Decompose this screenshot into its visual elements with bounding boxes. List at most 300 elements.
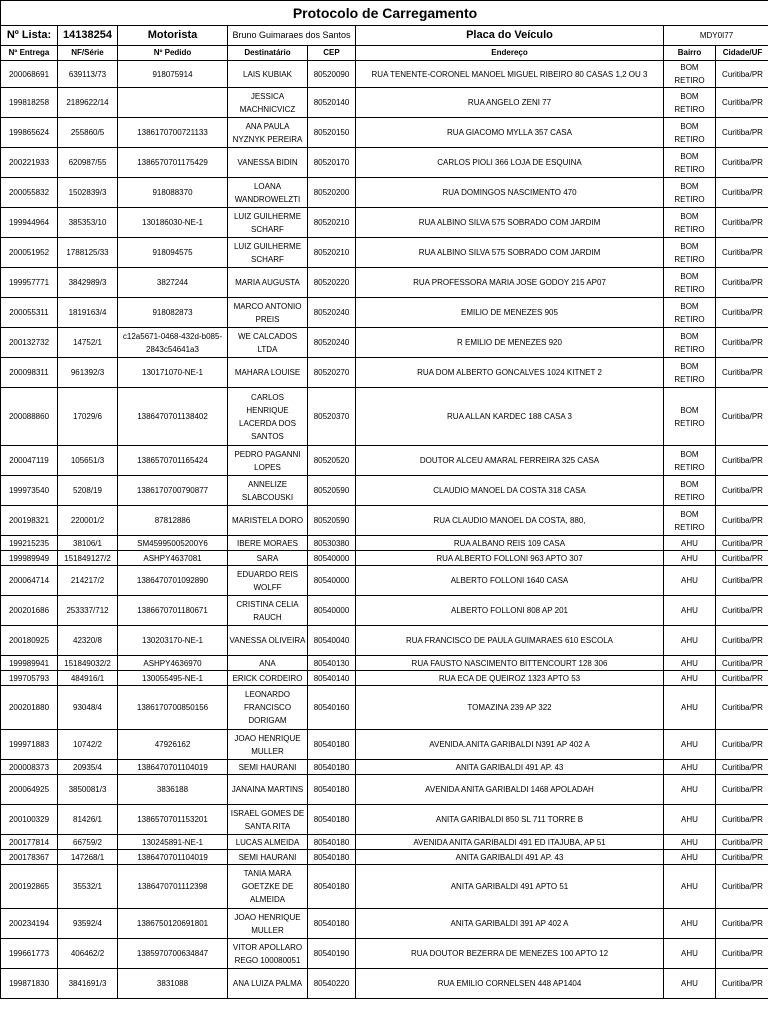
cep-cell: 80540220: [308, 969, 356, 999]
destinatario-cell: LUIZ GUILHERME SCHARF: [228, 238, 308, 268]
cep-cell: 80540180: [308, 865, 356, 909]
cep-cell: 80540140: [308, 671, 356, 686]
bairro-cell: BOM RETIRO: [664, 476, 716, 506]
table-row: [1, 805, 768, 835]
nf-cell: 620987/55: [58, 148, 118, 178]
cidade-cell: Curitiba/PR: [716, 626, 768, 656]
table-row: [1, 939, 768, 969]
cidade-cell: Curitiba/PR: [716, 865, 768, 909]
destinatario-cell: LOANA WANDROWELZTI: [228, 178, 308, 208]
cidade-cell: Curitiba/PR: [716, 476, 768, 506]
destinatario-cell: VANESSA OLIVEIRA: [228, 626, 308, 656]
table-row: [1, 775, 768, 805]
pedido-cell: 3827244: [118, 268, 228, 298]
entrega-cell: 200055832: [1, 178, 58, 208]
destinatario-cell: JANAINA MARTINS: [228, 775, 308, 805]
entrega-cell: 200098311: [1, 358, 58, 388]
cidade-cell: Curitiba/PR: [716, 835, 768, 850]
table-row: [1, 835, 768, 850]
endereco-cell: RUA DOUTOR BEZERRA DE MENEZES 100 APTO 12: [356, 939, 664, 969]
table-row: [1, 238, 768, 268]
destinatario-cell: MARISTELA DORO: [228, 506, 308, 536]
pedido-cell: 130055495-NE-1: [118, 671, 228, 686]
destinatario-cell: ISRAEL GOMES DE SANTA RITA: [228, 805, 308, 835]
bairro-cell: BOM RETIRO: [664, 118, 716, 148]
cidade-cell: Curitiba/PR: [716, 551, 768, 566]
entrega-cell: 200100329: [1, 805, 58, 835]
cep-cell: 80520170: [308, 148, 356, 178]
entrega-cell: 199989949: [1, 551, 58, 566]
cidade-cell: Curitiba/PR: [716, 671, 768, 686]
entrega-cell: 200192865: [1, 865, 58, 909]
cep-cell: 80520090: [308, 61, 356, 88]
table-row: [1, 208, 768, 238]
destinatario-cell: LUCAS ALMEIDA: [228, 835, 308, 850]
nf-cell: 17029/6: [58, 388, 118, 446]
pedido-cell: 47926162: [118, 730, 228, 760]
destinatario-cell: VANESSA BIDIN: [228, 148, 308, 178]
bairro-cell: AHU: [664, 566, 716, 596]
table-row: [1, 536, 768, 551]
entrega-cell: 199971883: [1, 730, 58, 760]
table-row: [1, 268, 768, 298]
cep-cell: 80540180: [308, 909, 356, 939]
destinatario-cell: LUIZ GUILHERME SCHARF: [228, 208, 308, 238]
destinatario-cell: WE CALCADOS LTDA: [228, 328, 308, 358]
cidade-cell: Curitiba/PR: [716, 118, 768, 148]
bairro-cell: AHU: [664, 805, 716, 835]
endereco-cell: RUA ECA DE QUEIROZ 1323 APTO 53: [356, 671, 664, 686]
table-row: [1, 551, 768, 566]
cidade-cell: Curitiba/PR: [716, 805, 768, 835]
endereco-cell: RUA FRANCISCO DE PAULA GUIMARAES 610 ESCOLA: [356, 626, 664, 656]
bairro-cell: BOM RETIRO: [664, 61, 716, 88]
bairro-cell: BOM RETIRO: [664, 446, 716, 476]
entrega-cell: 200055311: [1, 298, 58, 328]
nf-cell: 20935/4: [58, 760, 118, 775]
destinatario-cell: ERICK CORDEIRO: [228, 671, 308, 686]
table-row: [1, 969, 768, 999]
entrega-cell: 199944964: [1, 208, 58, 238]
endereco-cell: RUA ANGELO ZENI 77: [356, 88, 664, 118]
entrega-cell: 200008373: [1, 760, 58, 775]
column-header: Cidade/UF: [716, 46, 768, 61]
nf-cell: 14752/1: [58, 328, 118, 358]
column-header: Nº Pedido: [118, 46, 228, 61]
entrega-cell: 200177814: [1, 835, 58, 850]
bairro-cell: BOM RETIRO: [664, 88, 716, 118]
entrega-cell: 200132732: [1, 328, 58, 358]
column-header: Nº Entrega: [1, 46, 58, 61]
entrega-cell: 200047119: [1, 446, 58, 476]
nf-cell: 5208/19: [58, 476, 118, 506]
pedido-cell: 918075914: [118, 61, 228, 88]
destinatario-cell: MARCO ANTONIO PREIS: [228, 298, 308, 328]
column-header: CEP: [308, 46, 356, 61]
pedido-cell: c12a5671-0468-432d-b085-2843c54641a3: [118, 328, 228, 358]
destinatario-cell: EDUARDO REIS WOLFF: [228, 566, 308, 596]
pedido-cell: 87812886: [118, 506, 228, 536]
table-row: [1, 388, 768, 446]
nf-cell: 220001/2: [58, 506, 118, 536]
cep-cell: 80540180: [308, 850, 356, 865]
nf-cell: 253337/712: [58, 596, 118, 626]
table-row: [1, 626, 768, 656]
destinatario-cell: SARA: [228, 551, 308, 566]
column-header-row: [1, 46, 768, 61]
destinatario-cell: LAIS KUBIAK: [228, 61, 308, 88]
nf-cell: 105651/3: [58, 446, 118, 476]
cidade-cell: Curitiba/PR: [716, 730, 768, 760]
cidade-cell: Curitiba/PR: [716, 506, 768, 536]
entrega-cell: 199705793: [1, 671, 58, 686]
nf-cell: 385353/10: [58, 208, 118, 238]
nf-cell: 1819163/4: [58, 298, 118, 328]
endereco-cell: AVENIDA.ANITA GARIBALDI N391 AP 402 A: [356, 730, 664, 760]
bairro-cell: BOM RETIRO: [664, 298, 716, 328]
bairro-cell: BOM RETIRO: [664, 178, 716, 208]
entrega-cell: 200064925: [1, 775, 58, 805]
cep-cell: 80520210: [308, 238, 356, 268]
placa-value: MDY0I77: [664, 26, 768, 46]
entrega-cell: 199818258: [1, 88, 58, 118]
endereco-cell: RUA CLAUDIO MANOEL DA COSTA, 880,: [356, 506, 664, 536]
cep-cell: 80540180: [308, 730, 356, 760]
endereco-cell: ANITA GARIBALDI 491 APTO 51: [356, 865, 664, 909]
table-row: [1, 909, 768, 939]
table-row: [1, 148, 768, 178]
placa-label: Placa do Veículo: [356, 26, 664, 46]
bairro-cell: BOM RETIRO: [664, 238, 716, 268]
table-row: [1, 358, 768, 388]
table-row: [1, 760, 768, 775]
table-row: [1, 298, 768, 328]
bairro-cell: AHU: [664, 626, 716, 656]
pedido-cell: 1386170700790877: [118, 476, 228, 506]
nf-cell: 3842989/3: [58, 268, 118, 298]
table-row: [1, 730, 768, 760]
entrega-cell: 200180925: [1, 626, 58, 656]
table-row: [1, 476, 768, 506]
destinatario-cell: TANIA MARA GOETZKE DE ALMEIDA: [228, 865, 308, 909]
endereco-cell: CARLOS PIOLI 366 LOJA DE ESQUINA: [356, 148, 664, 178]
cidade-cell: Curitiba/PR: [716, 596, 768, 626]
endereco-cell: RUA ALLAN KARDEC 188 CASA 3: [356, 388, 664, 446]
entrega-cell: 200064714: [1, 566, 58, 596]
bairro-cell: BOM RETIRO: [664, 208, 716, 238]
cidade-cell: Curitiba/PR: [716, 268, 768, 298]
pedido-cell: 3836188: [118, 775, 228, 805]
table-row: [1, 61, 768, 88]
cep-cell: 80540000: [308, 566, 356, 596]
bairro-cell: AHU: [664, 551, 716, 566]
table-row: [1, 865, 768, 909]
column-header: Destinatário: [228, 46, 308, 61]
pedido-cell: 3831088: [118, 969, 228, 999]
nf-cell: 66759/2: [58, 835, 118, 850]
cep-cell: 80530380: [308, 536, 356, 551]
destinatario-cell: ANA PAULA NYZNYK PEREIRA: [228, 118, 308, 148]
table-row: [1, 506, 768, 536]
nf-cell: 639113/73: [58, 61, 118, 88]
pedido-cell: ASHPY4637081: [118, 551, 228, 566]
destinatario-cell: IBERE MORAES: [228, 536, 308, 551]
nf-cell: 10742/2: [58, 730, 118, 760]
destinatario-cell: VITOR APOLLARO REGO 100080051: [228, 939, 308, 969]
bairro-cell: BOM RETIRO: [664, 328, 716, 358]
document-title: Protocolo de Carregamento: [1, 1, 768, 26]
bairro-cell: AHU: [664, 656, 716, 671]
cidade-cell: Curitiba/PR: [716, 760, 768, 775]
endereco-cell: ALBERTO FOLLONI 808 AP 201: [356, 596, 664, 626]
bairro-cell: AHU: [664, 536, 716, 551]
bairro-cell: AHU: [664, 969, 716, 999]
table-row: [1, 446, 768, 476]
column-header: Endereço: [356, 46, 664, 61]
nf-cell: 81426/1: [58, 805, 118, 835]
bairro-cell: AHU: [664, 939, 716, 969]
cidade-cell: Curitiba/PR: [716, 178, 768, 208]
entrega-cell: 200234194: [1, 909, 58, 939]
endereco-cell: RUA DOMINGOS NASCIMENTO 470: [356, 178, 664, 208]
cidade-cell: Curitiba/PR: [716, 775, 768, 805]
pedido-cell: 130203170-NE-1: [118, 626, 228, 656]
nf-cell: 151849127/2: [58, 551, 118, 566]
nf-cell: 3841691/3: [58, 969, 118, 999]
endereco-cell: ANITA GARIBALDI 391 AP 402 A: [356, 909, 664, 939]
nf-cell: 151849032/2: [58, 656, 118, 671]
table-row: [1, 328, 768, 358]
pedido-cell: SM45995005200Y6: [118, 536, 228, 551]
nf-cell: 93592/4: [58, 909, 118, 939]
endereco-cell: RUA FAUSTO NASCIMENTO BITTENCOURT 128 306: [356, 656, 664, 671]
nf-cell: 3850081/3: [58, 775, 118, 805]
table-row: [1, 850, 768, 865]
bairro-cell: AHU: [664, 730, 716, 760]
destinatario-cell: MARIA AUGUSTA: [228, 268, 308, 298]
pedido-cell: 1386170700850156: [118, 686, 228, 730]
bairro-cell: AHU: [664, 775, 716, 805]
column-header: Bairro: [664, 46, 716, 61]
pedido-cell: 130245891-NE-1: [118, 835, 228, 850]
pedido-cell: 130186030-NE-1: [118, 208, 228, 238]
endereco-cell: RUA TENENTE-CORONEL MANOEL MIGUEL RIBEIRO 80 CASAS 1,2 OU 3: [356, 61, 664, 88]
endereco-cell: ANITA GARIBALDI 491 AP. 43: [356, 760, 664, 775]
cidade-cell: Curitiba/PR: [716, 61, 768, 88]
bairro-cell: AHU: [664, 671, 716, 686]
bairro-cell: AHU: [664, 835, 716, 850]
endereco-cell: ANITA GARIBALDI 491 AP. 43: [356, 850, 664, 865]
cidade-cell: Curitiba/PR: [716, 939, 768, 969]
cidade-cell: Curitiba/PR: [716, 148, 768, 178]
pedido-cell: 918094575: [118, 238, 228, 268]
nf-cell: 1502839/3: [58, 178, 118, 208]
column-header: NF/Série: [58, 46, 118, 61]
pedido-cell: 1386750120691801: [118, 909, 228, 939]
nf-cell: 255860/5: [58, 118, 118, 148]
nf-cell: 93048/4: [58, 686, 118, 730]
nf-cell: 38106/1: [58, 536, 118, 551]
endereco-cell: ALBERTO FOLLONI 1640 CASA: [356, 566, 664, 596]
cidade-cell: Curitiba/PR: [716, 536, 768, 551]
entrega-cell: 199871830: [1, 969, 58, 999]
pedido-cell: 1386570701165424: [118, 446, 228, 476]
endereco-cell: RUA ALBINO SILVA 575 SOBRADO COM JARDIM: [356, 208, 664, 238]
destinatario-cell: CRISTINA CELIA RAUCH: [228, 596, 308, 626]
endereco-cell: RUA ALBANO REIS 109 CASA: [356, 536, 664, 551]
table-row: [1, 566, 768, 596]
entrega-cell: 200068691: [1, 61, 58, 88]
cep-cell: 80520590: [308, 506, 356, 536]
cidade-cell: Curitiba/PR: [716, 909, 768, 939]
cep-cell: 80540190: [308, 939, 356, 969]
endereco-cell: ANITA GARIBALDI 850 SL 711 TORRE B: [356, 805, 664, 835]
endereco-cell: DOUTOR ALCEU AMARAL FERREIRA 325 CASA: [356, 446, 664, 476]
nf-cell: 147268/1: [58, 850, 118, 865]
endereco-cell: RUA ALBINO SILVA 575 SOBRADO COM JARDIM: [356, 238, 664, 268]
cidade-cell: Curitiba/PR: [716, 328, 768, 358]
entrega-cell: 199215235: [1, 536, 58, 551]
table-row: [1, 686, 768, 730]
pedido-cell: 918082873: [118, 298, 228, 328]
entrega-cell: 199865624: [1, 118, 58, 148]
cep-cell: 80520210: [308, 208, 356, 238]
cidade-cell: Curitiba/PR: [716, 686, 768, 730]
cep-cell: 80520200: [308, 178, 356, 208]
nf-cell: 406462/2: [58, 939, 118, 969]
entrega-cell: 200201880: [1, 686, 58, 730]
cep-cell: 80520240: [308, 298, 356, 328]
cep-cell: 80520590: [308, 476, 356, 506]
entrega-cell: 200051952: [1, 238, 58, 268]
cep-cell: 80540000: [308, 551, 356, 566]
cep-cell: 80520520: [308, 446, 356, 476]
table-row: [1, 671, 768, 686]
destinatario-cell: CARLOS HENRIQUE LACERDA DOS SANTOS: [228, 388, 308, 446]
cep-cell: 80520220: [308, 268, 356, 298]
endereco-cell: RUA ALBERTO FOLLONI 963 APTO 307: [356, 551, 664, 566]
destinatario-cell: ANA LUIZA PALMA: [228, 969, 308, 999]
pedido-cell: 1386470701092890: [118, 566, 228, 596]
cidade-cell: Curitiba/PR: [716, 969, 768, 999]
endereco-cell: AVENIDA ANITA GARIBALDI 1468 APOLADAH: [356, 775, 664, 805]
cidade-cell: Curitiba/PR: [716, 850, 768, 865]
table-row: [1, 596, 768, 626]
endereco-cell: RUA EMILIO CORNELSEN 448 AP1404: [356, 969, 664, 999]
motorista-label: Motorista: [118, 26, 228, 46]
bairro-cell: BOM RETIRO: [664, 268, 716, 298]
endereco-cell: RUA PROFESSORA MARIA JOSE GODOY 215 AP07: [356, 268, 664, 298]
nf-cell: 214217/2: [58, 566, 118, 596]
cep-cell: 80520370: [308, 388, 356, 446]
motorista-value: Bruno Guimaraes dos Santos: [228, 26, 356, 46]
bairro-cell: AHU: [664, 850, 716, 865]
nf-cell: 35532/1: [58, 865, 118, 909]
nf-cell: 961392/3: [58, 358, 118, 388]
pedido-cell: 1386470701112398: [118, 865, 228, 909]
destinatario-cell: PEDRO PAGANNI LOPES: [228, 446, 308, 476]
lista-label: Nº Lista:: [1, 26, 58, 46]
pedido-cell: ASHPY4636970: [118, 656, 228, 671]
destinatario-cell: SEMI HAURANI: [228, 760, 308, 775]
cidade-cell: Curitiba/PR: [716, 208, 768, 238]
bairro-cell: AHU: [664, 686, 716, 730]
entrega-cell: 200178367: [1, 850, 58, 865]
destinatario-cell: SEMI HAURANI: [228, 850, 308, 865]
bairro-cell: BOM RETIRO: [664, 506, 716, 536]
table-row: [1, 118, 768, 148]
nf-cell: 1788125/33: [58, 238, 118, 268]
cidade-cell: Curitiba/PR: [716, 238, 768, 268]
endereco-cell: R EMILIO DE MENEZES 920: [356, 328, 664, 358]
pedido-cell: 130171070-NE-1: [118, 358, 228, 388]
cidade-cell: Curitiba/PR: [716, 566, 768, 596]
pedido-cell: 1386170700721133: [118, 118, 228, 148]
destinatario-cell: JOAO HENRIQUE MULLER: [228, 730, 308, 760]
entrega-cell: 199989941: [1, 656, 58, 671]
cep-cell: 80540180: [308, 835, 356, 850]
cidade-cell: Curitiba/PR: [716, 388, 768, 446]
nf-cell: 2189622/14: [58, 88, 118, 118]
bairro-cell: AHU: [664, 760, 716, 775]
destinatario-cell: JESSICA MACHNICVICZ: [228, 88, 308, 118]
cep-cell: 80520140: [308, 88, 356, 118]
entrega-cell: 200201686: [1, 596, 58, 626]
endereco-cell: AVENIDA ANITA GARIBALDI 491 ED ITAJUBA, AP 51: [356, 835, 664, 850]
pedido-cell: 1386470701138402: [118, 388, 228, 446]
nf-cell: 484916/1: [58, 671, 118, 686]
destinatario-cell: ANA: [228, 656, 308, 671]
bairro-cell: AHU: [664, 596, 716, 626]
table-row: [1, 656, 768, 671]
entrega-cell: 199973540: [1, 476, 58, 506]
pedido-cell: 1386470701104019: [118, 850, 228, 865]
cidade-cell: Curitiba/PR: [716, 446, 768, 476]
lista-value: 14138254: [58, 26, 118, 46]
cidade-cell: Curitiba/PR: [716, 298, 768, 328]
pedido-cell: [118, 88, 228, 118]
nf-cell: 42320/8: [58, 626, 118, 656]
cep-cell: 80520150: [308, 118, 356, 148]
pedido-cell: 1385970700634847: [118, 939, 228, 969]
pedido-cell: 1386670701180671: [118, 596, 228, 626]
pedido-cell: 1386570701175429: [118, 148, 228, 178]
cep-cell: 80540160: [308, 686, 356, 730]
destinatario-cell: MAHARA LOUISE: [228, 358, 308, 388]
table-row: [1, 178, 768, 208]
cep-cell: 80540180: [308, 775, 356, 805]
entrega-cell: 200198321: [1, 506, 58, 536]
entrega-cell: 200221933: [1, 148, 58, 178]
destinatario-cell: LEONARDO FRANCISCO DORIGAM: [228, 686, 308, 730]
cidade-cell: Curitiba/PR: [716, 358, 768, 388]
table-row: [1, 88, 768, 118]
cep-cell: 80540180: [308, 805, 356, 835]
cidade-cell: Curitiba/PR: [716, 88, 768, 118]
endereco-cell: RUA GIACOMO MYLLA 357 CASA: [356, 118, 664, 148]
endereco-cell: EMILIO DE MENEZES 905: [356, 298, 664, 328]
pedido-cell: 1386470701104019: [118, 760, 228, 775]
cep-cell: 80540000: [308, 596, 356, 626]
bairro-cell: BOM RETIRO: [664, 148, 716, 178]
pedido-cell: 918088370: [118, 178, 228, 208]
cep-cell: 80540040: [308, 626, 356, 656]
bairro-cell: BOM RETIRO: [664, 358, 716, 388]
entrega-cell: 200088860: [1, 388, 58, 446]
bairro-cell: AHU: [664, 909, 716, 939]
endereco-cell: TOMAZINA 239 AP 322: [356, 686, 664, 730]
cep-cell: 80520240: [308, 328, 356, 358]
